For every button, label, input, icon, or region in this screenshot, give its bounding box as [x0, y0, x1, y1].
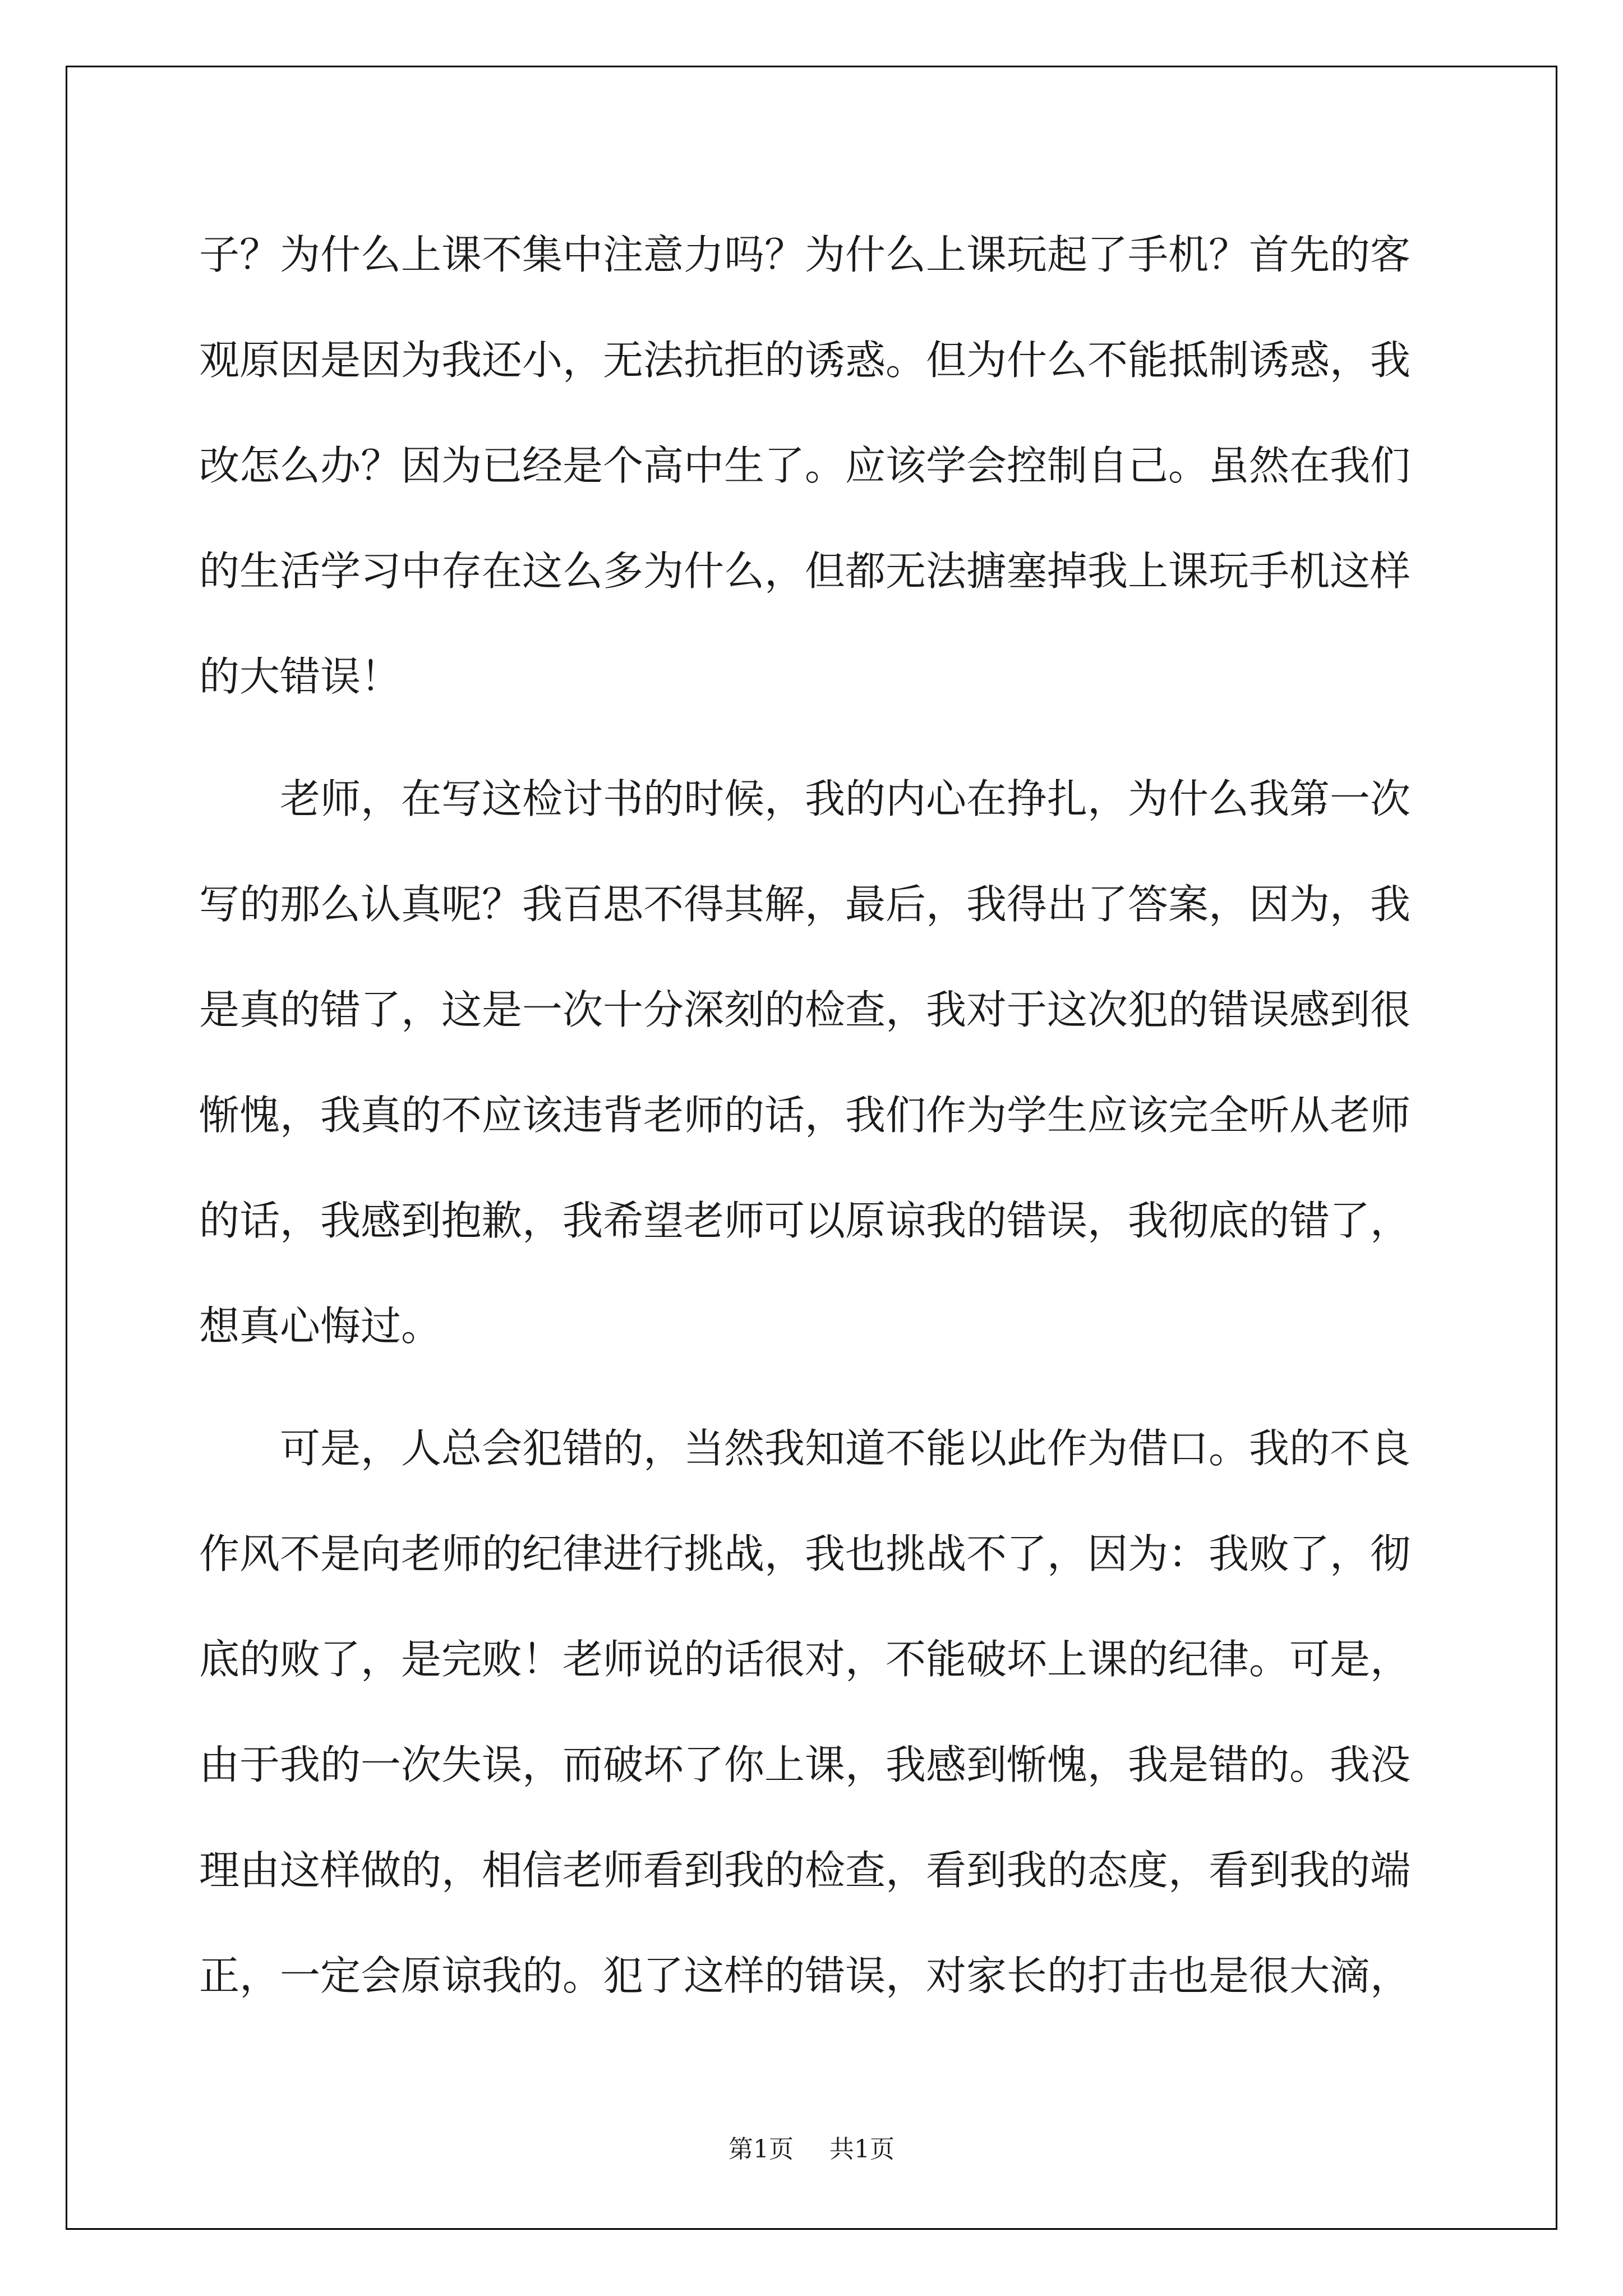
text-line: 由于我的一次失误，而破坏了你上课，我感到惭愧，我是错的。我没: [199, 1741, 1411, 1788]
text-line: 底的败了，是完败！老师说的话很对，不能破坏上课的纪律。可是，: [199, 1636, 1411, 1683]
text-line: 观原因是因为我还小，无法抗拒的诱惑。但为什么不能抵制诱惑，我: [199, 337, 1411, 384]
text-line: 可是，人总会犯错的，当然我知道不能以此作为借口。我的不良: [199, 1425, 1411, 1472]
text-line: 想真心悔过。: [199, 1303, 442, 1350]
text-line: 是真的错了，这是一次十分深刻的检查，我对于这次犯的错误感到很: [199, 986, 1411, 1033]
text-line: 改怎么办？因为已经是个高中生了。应该学会控制自己。虽然在我们: [199, 442, 1411, 489]
paragraph: [199, 202, 1424, 729]
page-total: 共1页: [829, 2135, 895, 2164]
page-footer: [0, 2129, 1623, 2165]
paragraph: [199, 1396, 1424, 2028]
text-line: 的生活学习中存在这么多为什么，但都无法搪塞掉我上课玩手机这样: [199, 547, 1411, 595]
text-line: 作风不是向老师的纪律进行挑战，我也挑战不了，因为：我败了，彻: [199, 1530, 1411, 1577]
text-line: 的话，我感到抱歉，我希望老师可以原谅我的错误，我彻底的错了，: [199, 1197, 1411, 1244]
paragraph: [199, 746, 1424, 1379]
text-line: 理由这样做的，相信老师看到我的检查，看到我的态度，看到我的端: [199, 1847, 1411, 1894]
text-line: 写的那么认真呢？我百思不得其解，最后，我得出了答案，因为，我: [199, 881, 1411, 928]
page-number: 第1页: [728, 2135, 794, 2164]
text-line: 惭愧，我真的不应该违背老师的话，我们作为学生应该完全听从老师: [199, 1092, 1411, 1139]
paragraph-spacer: [199, 729, 1424, 746]
text-line: 子？为什么上课不集中注意力吗？为什么上课玩起了手机？首先的客: [199, 231, 1411, 278]
text-line: 老师，在写这检讨书的时候，我的内心在挣扎，为什么我第一次: [199, 775, 1411, 822]
document-body: [199, 202, 1424, 2028]
text-line: 的大错误！: [199, 653, 402, 700]
paragraph-spacer: [199, 1379, 1424, 1396]
text-line: 正，一定会原谅我的。犯了这样的错误，对家长的打击也是很大滴，: [199, 1952, 1411, 1999]
